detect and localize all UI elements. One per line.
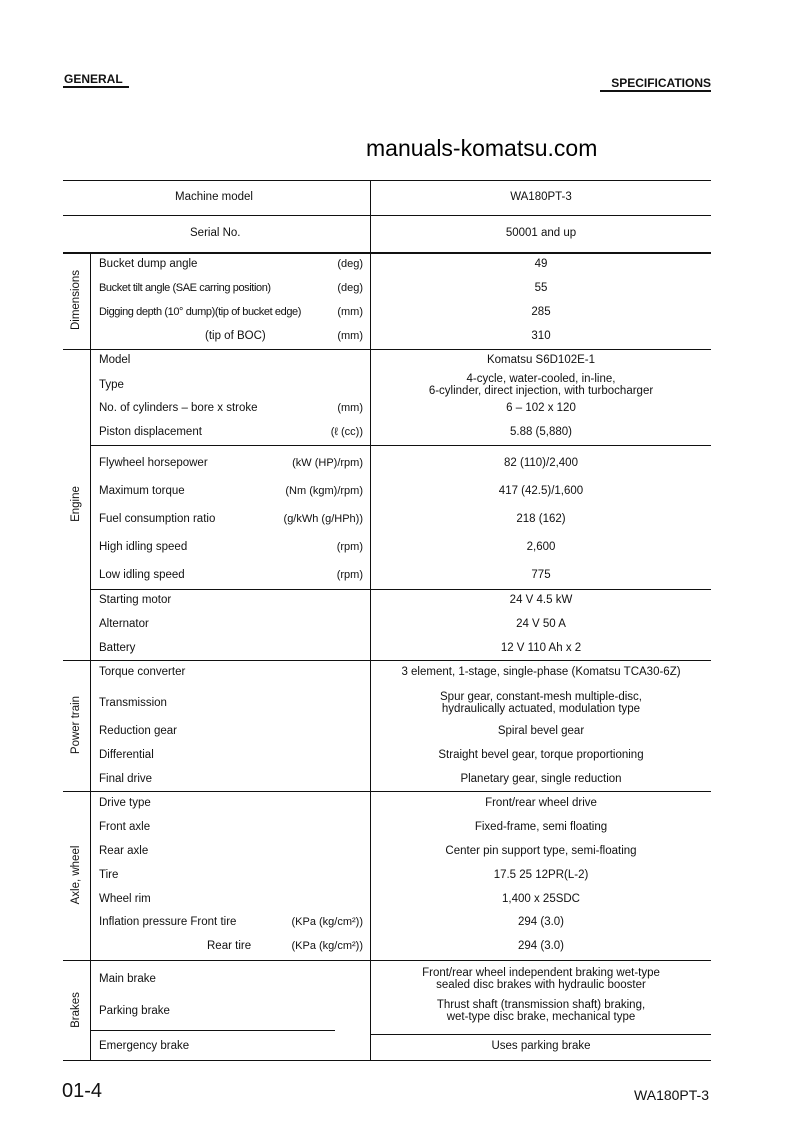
row-value: 6 – 102 x 120 xyxy=(506,402,576,414)
row-label: Wheel rim xyxy=(99,893,151,905)
row-unit: (mm) xyxy=(337,402,363,414)
row-value: 5.88 (5,880) xyxy=(509,426,572,438)
row-unit: (kW (HP)/rpm) xyxy=(292,457,363,469)
row-unit: (deg) xyxy=(337,258,363,270)
row-label: Inflation pressure Front tire xyxy=(99,916,237,928)
category-power-train: Power train xyxy=(70,695,82,755)
row-unit: (g/kWh (g/HPh)) xyxy=(283,513,363,525)
row-label: Emergency brake xyxy=(99,1040,190,1052)
row-value: 2,600 xyxy=(526,541,556,553)
row-unit: (Nm (kgm)/rpm) xyxy=(285,485,363,497)
row-label: Reduction gear xyxy=(99,725,177,737)
row-label: Transmission xyxy=(99,697,167,709)
row-label: Digging depth (10° dump)(tip of bucket edge) xyxy=(99,306,302,318)
row-label: Differential xyxy=(99,749,154,761)
row-value: 17.5 25 12PR(L-2) xyxy=(493,869,589,881)
row-value: Komatsu S6D102E-1 xyxy=(486,354,596,366)
row-value: 12 V 110 Ah x 2 xyxy=(500,642,582,654)
row-label: Final drive xyxy=(99,773,153,785)
row-value: Fixed-frame, semi floating xyxy=(474,821,608,833)
row-label: Low idling speed xyxy=(99,569,185,581)
row-value: Planetary gear, single reduction xyxy=(460,773,622,785)
row-label: Model xyxy=(99,354,131,366)
row-value: 3 element, 1-stage, single-phase (Komatsu TCA30-6Z) xyxy=(401,666,681,678)
row-label: Parking brake xyxy=(99,1005,170,1017)
page-number: 01-4 xyxy=(62,1080,103,1102)
row-label: Main brake xyxy=(99,973,156,985)
row-label: Alternator xyxy=(99,618,149,630)
row-value: 417 (42.5)/1,600 xyxy=(498,485,584,497)
row-unit: (KPa (kg/cm²)) xyxy=(291,940,363,952)
row-label: Battery xyxy=(99,642,136,654)
machine-model-label: Machine model xyxy=(175,191,253,203)
row-label: Bucket dump angle xyxy=(99,258,198,270)
row-unit: (mm) xyxy=(337,306,363,318)
page-heading: SPECIFICATIONS xyxy=(611,76,711,90)
row-label: High idling speed xyxy=(99,541,188,553)
row-unit: (deg) xyxy=(337,282,363,294)
row-label: Tire xyxy=(99,869,119,881)
row-value: 55 xyxy=(534,282,548,294)
row-unit: (mm) xyxy=(337,330,363,342)
row-label: Front axle xyxy=(99,821,151,833)
row-value: Straight bevel gear, torque proportioning xyxy=(438,749,644,761)
row-value: 4-cycle, water-cooled, in-line, 6-cylinder, direct injection, with turbocharger xyxy=(428,373,654,397)
row-label: Drive type xyxy=(99,797,151,809)
row-value: 24 V 50 A xyxy=(516,618,566,630)
row-label: Starting motor xyxy=(99,594,172,606)
category-axle-wheel: Axle, wheel xyxy=(70,845,82,905)
section-title: GENERAL xyxy=(64,72,123,86)
row-value: Spur gear, constant-mesh multiple-disc, hydraulically actuated, modulation type xyxy=(440,691,642,715)
row-value: Front/rear wheel drive xyxy=(485,797,597,809)
row-value: 310 xyxy=(531,330,551,342)
row-value: Center pin support type, semi-floating xyxy=(445,845,637,857)
category-engine: Engine xyxy=(70,486,82,522)
row-value: 24 V 4.5 kW xyxy=(509,594,573,606)
row-label: Piston displacement xyxy=(99,426,202,438)
row-unit: (KPa (kg/cm²)) xyxy=(291,916,363,928)
row-label: Type xyxy=(99,379,124,391)
row-value: Front/rear wheel independent braking wet-type sealed disc brakes with hydraulic booster xyxy=(422,967,660,991)
watermark: manuals-komatsu.com xyxy=(366,135,598,161)
footer-model: WA180PT-3 xyxy=(634,1087,709,1103)
row-label: Fuel consumption ratio xyxy=(99,513,216,525)
row-label: Rear axle xyxy=(99,845,149,857)
row-value: Thrust shaft (transmission shaft) braking, wet-type disc brake, mechanical type xyxy=(436,999,646,1023)
row-value: 82 (110)/2,400 xyxy=(504,457,578,469)
category-brakes: Brakes xyxy=(70,992,82,1028)
row-value: 285 xyxy=(531,306,551,318)
row-label: No. of cylinders – bore x stroke xyxy=(99,402,258,414)
divider xyxy=(63,86,129,88)
row-label: Rear tire xyxy=(207,940,252,952)
row-value: Spiral bevel gear xyxy=(497,725,585,737)
row-value: 294 (3.0) xyxy=(517,916,565,928)
row-value: 775 xyxy=(531,569,551,581)
row-label: (tip of BOC) xyxy=(205,330,266,342)
serial-value: 50001 and up xyxy=(505,227,577,239)
row-unit: (rpm) xyxy=(336,541,363,553)
row-value: 1,400 x 25SDC xyxy=(502,893,580,905)
row-label: Bucket tilt angle (SAE carring position) xyxy=(99,282,271,294)
machine-model-value: WA180PT-3 xyxy=(510,191,572,203)
row-label: Torque converter xyxy=(99,666,186,678)
row-label: Flywheel horsepower xyxy=(99,457,208,469)
serial-label: Serial No. xyxy=(190,227,241,239)
row-value: 49 xyxy=(534,258,548,270)
divider xyxy=(600,90,711,92)
row-unit: (ℓ (cc)) xyxy=(330,426,363,438)
row-unit: (rpm) xyxy=(336,569,363,581)
row-value: 294 (3.0) xyxy=(517,940,565,952)
row-label: Maximum torque xyxy=(99,485,185,497)
category-dimensions: Dimensions xyxy=(70,269,82,331)
row-value: Uses parking brake xyxy=(491,1040,591,1052)
row-value: 218 (162) xyxy=(516,513,566,525)
